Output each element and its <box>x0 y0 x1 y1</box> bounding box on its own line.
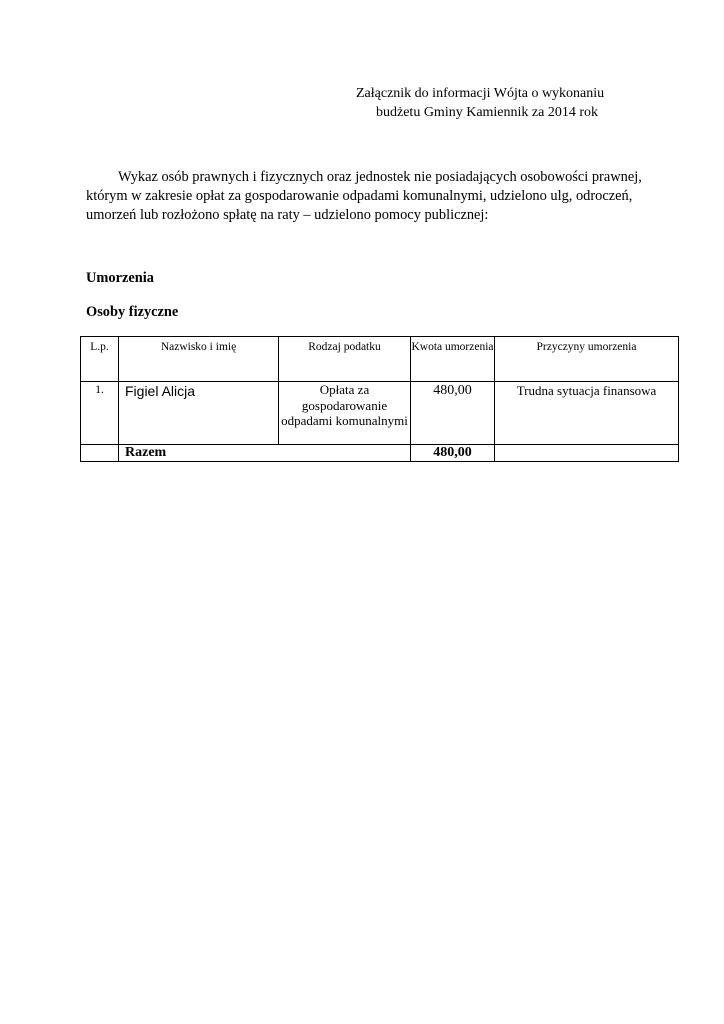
intro-paragraph: Wykaz osób prawnych i fizycznych oraz jednostek nie posiadających osobowości prawnej, którym w zakresie opłat za gospodarowanie odpadami komunalnymi, udzielono ulg, odroczeń, umorzeń lub rozłożono spłatę na raty – udzielono pomocy publicznej: <box>86 169 642 223</box>
remissions-table <box>80 336 679 462</box>
total-amount: 480,00 <box>411 445 495 462</box>
section-title: Umorzenia <box>86 270 154 286</box>
total-empty-reason <box>495 445 679 462</box>
subsection-title: Osoby fizyczne <box>86 304 179 320</box>
total-empty-lp <box>81 445 119 462</box>
header-amount: Kwota umorzenia <box>411 337 495 382</box>
attachment-header-line-1: Załącznik do informacji Wójta o wykonaniu <box>356 86 605 101</box>
row-type: Opłata za gospodarowanie odpadami komunalnymi <box>279 382 411 445</box>
attachment-header-line-2: budżetu Gminy Kamiennik za 2014 rok <box>376 105 599 120</box>
table-total-row <box>81 445 679 462</box>
row-reason: Trudna sytuacja finansowa <box>495 382 679 445</box>
total-label: Razem <box>119 445 411 462</box>
table-header-row <box>81 337 679 382</box>
table-row <box>81 382 679 445</box>
header-type: Rodzaj podatku <box>279 337 411 382</box>
header-reason: Przyczyny umorzenia <box>495 337 679 382</box>
header-lp: L.p. <box>81 337 119 382</box>
row-lp: 1. <box>81 382 119 445</box>
row-name: Figiel Alicja <box>119 382 279 445</box>
header-name: Nazwisko i imię <box>119 337 279 382</box>
row-amount: 480,00 <box>411 382 495 445</box>
